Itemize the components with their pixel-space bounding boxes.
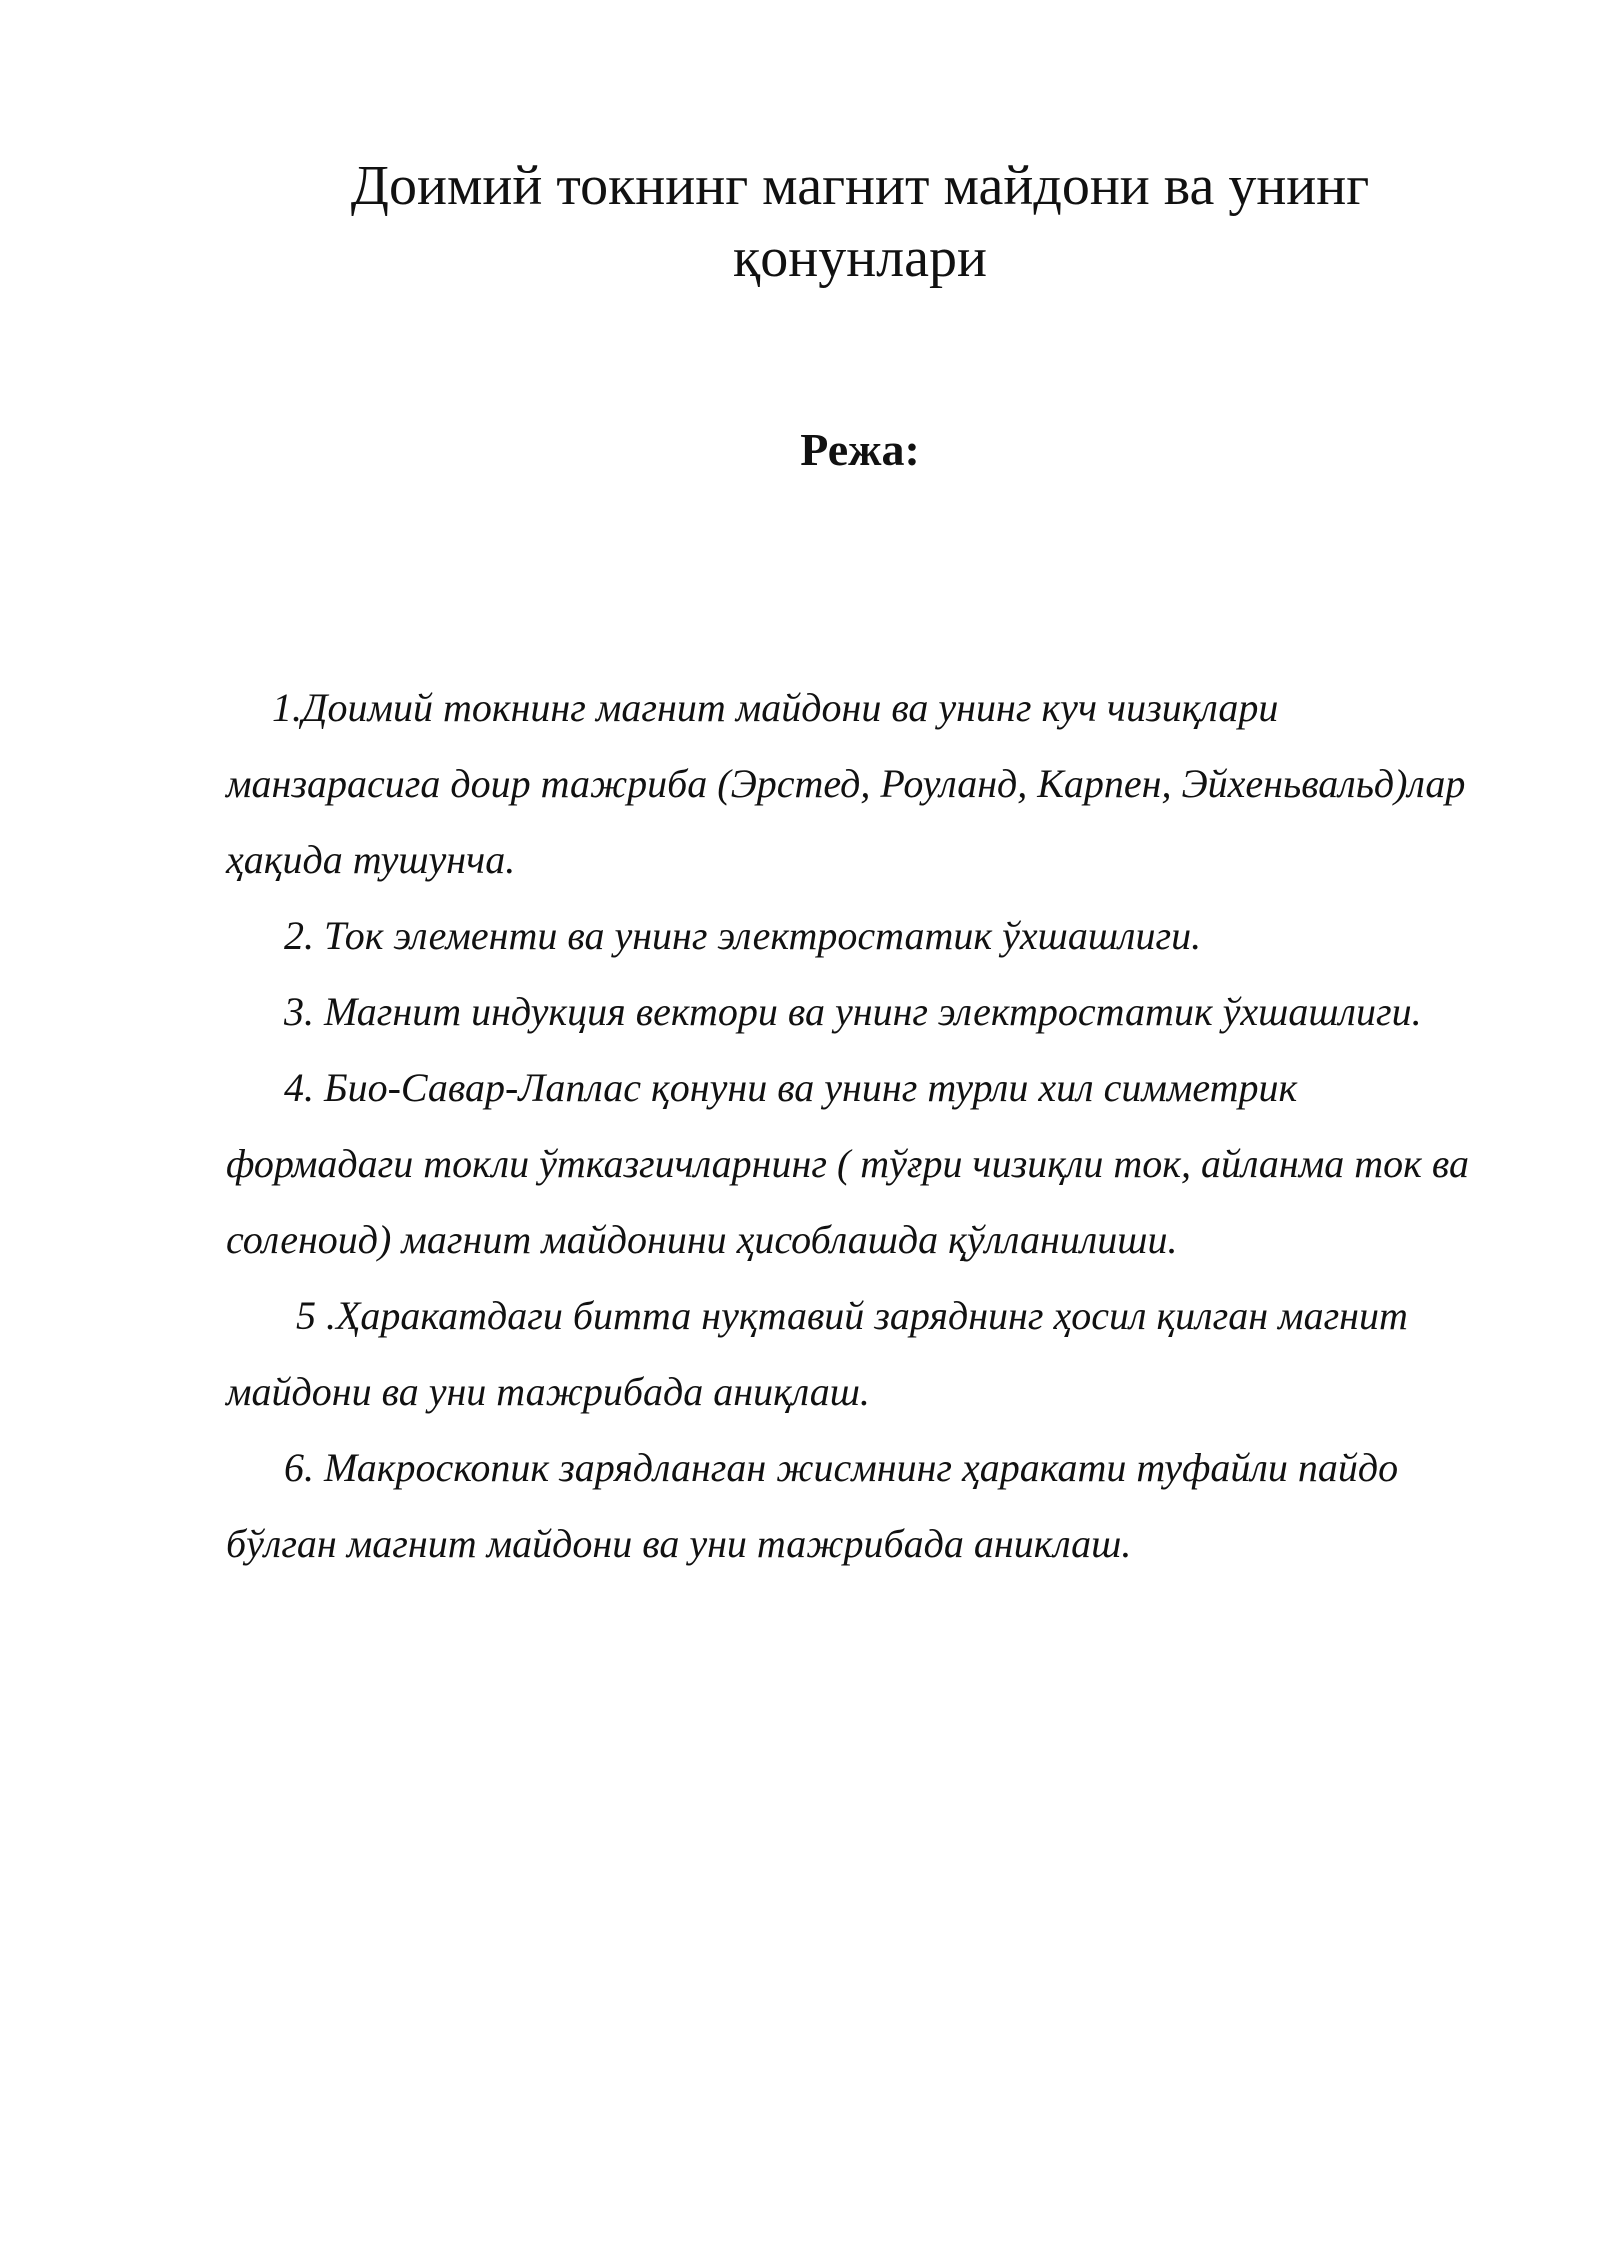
plan-list bbox=[226, 670, 1471, 1582]
plan-item-3: 3. Магнит индукция вектори ва унинг электростатик ўхшашлиги. bbox=[284, 989, 1422, 1034]
plan-item-6: 6. Макроскопик зарядланган жисмнинг ҳаракати туфайли пайдо бўлган магнит майдони ва уни тажрибада аниклаш. bbox=[226, 1445, 1399, 1566]
document-title: Доимий токнинг магнит майдони ва унинг қонунлари bbox=[350, 155, 1370, 289]
plan-item-2: 2. Ток элементи ва унинг электростатик ўхшашлиги. bbox=[284, 913, 1202, 958]
plan-item-5: 5 .Ҳаракатдаги битта нуқтавий заряднинг ҳосил қилган магнит майдони ва уни тажрибада аниқлаш. bbox=[226, 1293, 1408, 1414]
plan-item-1: 1.Доимий токнинг магнит майдони ва унинг куч чизиқлари манзарасига доир тажриба (Эрстед, Роуланд, Карпен, Эйхеньвальд)лар ҳақида тушунча. bbox=[226, 685, 1466, 882]
plan-item-4: 4. Био-Савар-Лаплас қонуни ва унинг турли хил симметрик формадаги токли ўтказгичларнинг ( тўғри чизиқли ток, айланма ток ва соленоид) магнит майдонини ҳисоблашда қўлланилиши. bbox=[226, 1065, 1469, 1262]
plan-heading: Режа: bbox=[800, 424, 920, 475]
